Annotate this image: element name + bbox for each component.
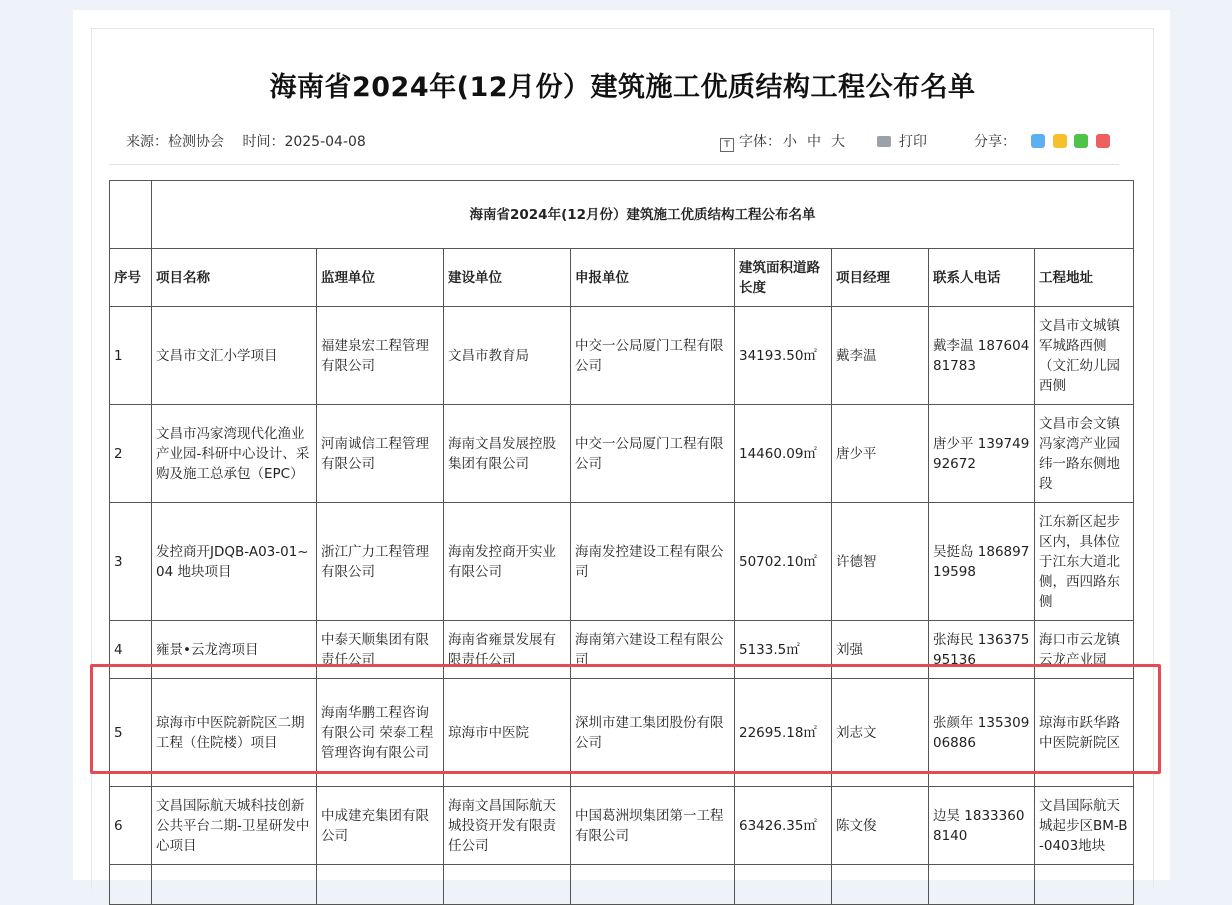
table-row — [110, 405, 1134, 503]
table-row — [110, 307, 1134, 405]
column-header: 联系人电话 — [929, 249, 1035, 307]
table-cell: 4 — [110, 621, 152, 679]
sina-weibo-icon[interactable] — [1096, 134, 1110, 148]
table-cell: 海南华鹏工程咨询有限公司 荣泰工程管理咨询有限公司 — [317, 679, 444, 787]
table-cell: 3 — [110, 503, 152, 621]
table-cell: 吴挺岛 18689719598 — [929, 503, 1035, 621]
table-row — [110, 621, 1134, 679]
table-cell: 14460.09㎡ — [735, 405, 832, 503]
table-row — [110, 679, 1134, 787]
table-cell: 发控商开JDQB-A03-01~04 地块项目 — [152, 503, 317, 621]
table-cell: 琼海市中医院 — [444, 679, 571, 787]
table-cell: 2 — [110, 405, 152, 503]
table-cell: 雍景•云龙湾项目 — [152, 621, 317, 679]
table-cell: 张颜年 13530906886 — [929, 679, 1035, 787]
font-size-tools — [720, 131, 845, 152]
table-cell: 刘强 — [832, 621, 929, 679]
table-cell: 34193.50㎡ — [735, 307, 832, 405]
source-label: 来源： — [126, 134, 168, 150]
article-page — [73, 10, 1170, 880]
table-cell: 戴李温 18760481783 — [929, 307, 1035, 405]
table-cell: 海南发控建设工程有限公司 — [571, 503, 735, 621]
table-cell: 中交一公局厦门工程有限公司 — [571, 307, 735, 405]
table-cell: 中成建充集团有限公司 — [317, 787, 444, 865]
table-cell: 海南省雍景发展有限责任公司 — [444, 621, 571, 679]
table-cell: 深圳市建工集团股份有限公司 — [571, 679, 735, 787]
table-cell: 许德智 — [832, 503, 929, 621]
font-medium-button[interactable]: 中 — [807, 134, 821, 150]
print-button[interactable] — [877, 131, 927, 151]
column-header: 项目名称 — [152, 249, 317, 307]
table-cell: 50702.10㎡ — [735, 503, 832, 621]
table-cell: 文昌国际航天城起步区BM-B-0403地块 — [1035, 787, 1134, 865]
table-cell: 刘志文 — [832, 679, 929, 787]
table-cell: 海南文昌国际航天城投资开发有限责任公司 — [444, 787, 571, 865]
table-cell: 海南第六建设工程有限公司 — [571, 621, 735, 679]
header-row — [110, 249, 1134, 307]
column-header: 工程地址 — [1035, 249, 1134, 307]
table-cell: 1 — [110, 307, 152, 405]
projects-table — [109, 180, 1134, 905]
table-cell: 海口市云龙镇云龙产业园 — [1035, 621, 1134, 679]
table-cell: 文昌市会文镇冯家湾产业园纬一路东侧地段 — [1035, 405, 1134, 503]
column-header: 建设单位 — [444, 249, 571, 307]
table-cell: 文昌市文汇小学项目 — [152, 307, 317, 405]
column-header: 申报单位 — [571, 249, 735, 307]
table-cell: 中交一公局厦门工程有限公司 — [571, 405, 735, 503]
qq-zone-icon[interactable] — [1031, 134, 1045, 148]
table-cell: 陈文俊 — [832, 787, 929, 865]
table-cell: 6 — [110, 787, 152, 865]
table-cell: 文昌市文城镇军城路西侧（文汇幼儿园西侧 — [1035, 307, 1134, 405]
table-cell: 5133.5㎡ — [735, 621, 832, 679]
font-large-button[interactable]: 大 — [831, 134, 845, 150]
table-row — [110, 787, 1134, 865]
table-cell: 文昌国际航天城科技创新公共平台二期-卫星研发中心项目 — [152, 787, 317, 865]
time-label: 时间： — [242, 134, 285, 150]
table-caption: 海南省2024年(12月份）建筑施工优质结构工程公布名单 — [152, 181, 1134, 249]
table-row — [110, 503, 1134, 621]
wechat-icon[interactable] — [1074, 134, 1088, 148]
table-cell: 22695.18㎡ — [735, 679, 832, 787]
source-value: 检测协会 — [168, 134, 224, 150]
share-label: 分享： — [974, 134, 1016, 150]
table-cell: 琼海市跃华路中医院新院区 — [1035, 679, 1134, 787]
table-cell: 唐少平 13974992672 — [929, 405, 1035, 503]
table-cell: 63426.35㎡ — [735, 787, 832, 865]
page-title: 海南省2024年(12月份）建筑施工优质结构工程公布名单 — [269, 72, 976, 103]
table-cell: 中国葛洲坝集团第一工程有限公司 — [571, 787, 735, 865]
table-cell: 张海民 13637595136 — [929, 621, 1035, 679]
table-cell: 海南文昌发展控股集团有限公司 — [444, 405, 571, 503]
table-cell: 海南发控商开实业有限公司 — [444, 503, 571, 621]
font-label: 字体： — [739, 134, 781, 150]
table-cell: 浙江广力工程管理有限公司 — [317, 503, 444, 621]
share-bar — [974, 131, 1110, 151]
source-info — [126, 131, 366, 151]
time-value: 2025-04-08 — [284, 134, 366, 150]
printer-icon — [877, 136, 891, 147]
table-cell: 江东新区起步区内，具体位于江东大道北侧，西四路东侧 — [1035, 503, 1134, 621]
table-row — [110, 865, 1134, 905]
column-header: 建筑面积道路长度 — [735, 249, 832, 307]
article-meta — [109, 124, 1119, 165]
table-cell: 唐少平 — [832, 405, 929, 503]
weibo-star-icon[interactable] — [1053, 134, 1067, 148]
table-cell: 文昌市冯家湾现代化渔业产业园-科研中心设计、采购及施工总承包（EPC） — [152, 405, 317, 503]
font-small-button[interactable]: 小 — [783, 134, 797, 150]
column-header: 项目经理 — [832, 249, 929, 307]
caption-row — [110, 181, 1134, 249]
table-cell: 福建泉宏工程管理有限公司 — [317, 307, 444, 405]
table-cell: 5 — [110, 679, 152, 787]
table-cell: 边昊 18333608140 — [929, 787, 1035, 865]
table-cell: 戴李温 — [832, 307, 929, 405]
table-cell: 文昌市教育局 — [444, 307, 571, 405]
font-size-icon: T — [720, 138, 734, 152]
column-header: 监理单位 — [317, 249, 444, 307]
table-cell: 中泰天顺集团有限责任公司 — [317, 621, 444, 679]
table-cell: 琼海市中医院新院区二期工程（住院楼）项目 — [152, 679, 317, 787]
column-header: 序号 — [110, 249, 152, 307]
table-cell: 河南诚信工程管理有限公司 — [317, 405, 444, 503]
print-label: 打印 — [899, 134, 927, 150]
